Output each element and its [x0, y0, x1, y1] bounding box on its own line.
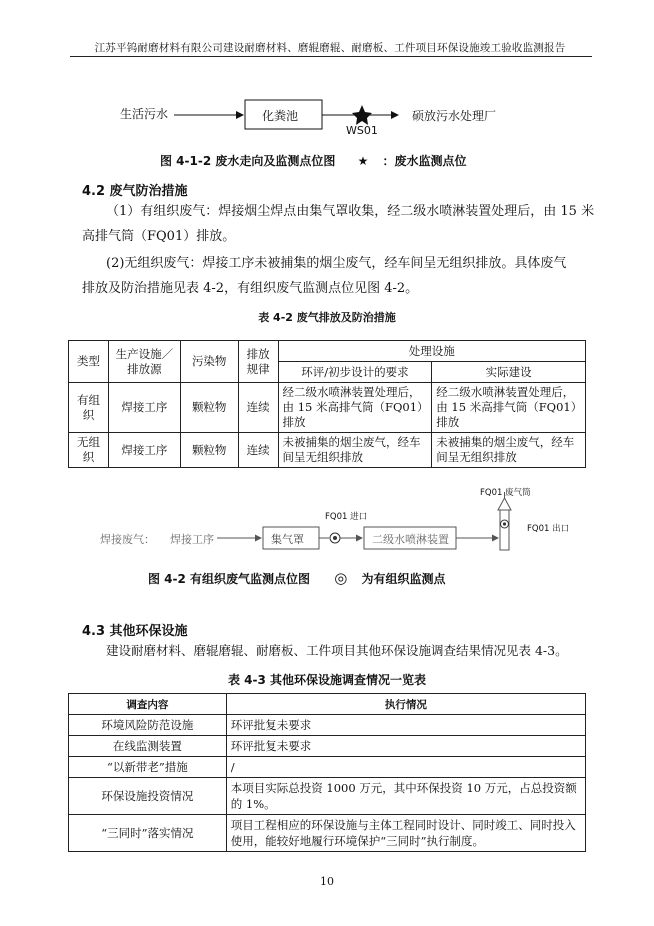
waste-gas-measures-table [68, 340, 586, 468]
table-row: “三同时”落实情况 项目工程相应的环保设施与主体工程同时设计、同时竣工、同时投入使用，能较好地履行环境保护“三同时”执行制度。 [69, 815, 586, 852]
paragraph-fugitive-emission-2: 排放及防治措施见表 4-2，有组织废气监测点位见图 4-2。 [82, 281, 419, 296]
header-actual: 实际建设 [432, 362, 586, 383]
outlet-label: FQ01 出口 [527, 524, 570, 534]
table-row: 环境风险防范设施 环评批复未要求 [69, 715, 586, 736]
flow-destination-label: 硕放污水处理厂 [412, 109, 497, 123]
header-pollutant: 污染物 [180, 341, 238, 383]
waste-gas-flow-diagram [100, 486, 570, 556]
table-4-3-caption: 表 4-3 其他环保设施调查情况一览表 [227, 673, 427, 687]
header-rule [70, 56, 592, 57]
table-4-2-caption: 表 4-2 废气排放及防治措施 [258, 311, 396, 324]
gas-box-spray-label: 二级水喷淋装置 [372, 533, 449, 546]
header-facility: 生产设施／排放源 [108, 341, 180, 383]
table-header-row [69, 694, 586, 715]
exhaust-stack-icon [500, 510, 509, 550]
header-status: 执行情况 [226, 694, 585, 715]
header-treatment: 处理设施 [278, 341, 585, 362]
section-4-2-heading: 4.2 废气防治措施 [82, 184, 188, 199]
figure-4-1-2-caption: 图 4-1-2 废水走向及监测点位图 ★ ：废水监测点位 [160, 154, 467, 168]
paragraph-organized-emission-2: 高排气筒（FQ01）排放。 [82, 229, 236, 244]
inlet-label: FQ01 进口 [325, 512, 368, 522]
header-item: 调查内容 [69, 694, 227, 715]
header-eia: 环评/初步设计的要求 [278, 362, 432, 383]
welding-process-label: 焊接工序 [170, 533, 214, 546]
table-row: “以新带老”措施 / [69, 757, 586, 778]
monitoring-star-icon [352, 105, 372, 125]
paragraph-other-facilities: 建设耐磨材料、磨辊磨辊、耐磨板、工件项目其他环保设施调查结果情况见表 4-3。 [106, 643, 568, 658]
header-rule: 排放规律 [238, 341, 278, 383]
header-type: 类型 [69, 341, 109, 383]
stack-label: FQ01 废气筒 [480, 488, 531, 498]
table-row: 有组织 焊接工序 颗粒物 连续 经二级水喷淋装置处理后，由 15 米高排气筒（FQ01）排放 经二级水喷淋装置处理后，由 15 米高排气筒（FQ01）排放 [69, 383, 586, 433]
figure-4-2-caption: 图 4-2 有组织废气监测点位图 ◎ 为有组织监测点 [148, 569, 446, 587]
other-facilities-table [68, 693, 586, 852]
flow-box-label: 化粪池 [262, 109, 299, 123]
table-header-row [69, 341, 586, 362]
gas-source-label: 焊接废气： [100, 533, 155, 546]
star-icon: ★ [357, 154, 369, 168]
flow-source-label: 生活污水 [120, 107, 169, 121]
table-row: 在线监测装置 环评批复未要求 [69, 736, 586, 757]
table-row: 无组织 焊接工序 颗粒物 连续 未被捕集的烟尘废气，经车间呈无组织排放 未被捕集的烟尘废气，经车间呈无组织排放 [69, 433, 586, 468]
gas-box-hood-label: 集气罩 [271, 533, 304, 546]
page-number: 10 [320, 875, 334, 888]
double-circle-icon: ◎ [334, 569, 348, 587]
monitoring-point-label: WS01 [346, 124, 378, 137]
section-4-3-heading: 4.3 其他环保设施 [82, 624, 188, 639]
paragraph-organized-emission-1: （1）有组织废气：焊接烟尘焊点由集气罩收集，经二级水喷淋装置处理后，由 15 米 [106, 204, 595, 219]
paragraph-fugitive-emission-1: (2)无组织废气：焊接工序未被捕集的烟尘废气，经车间呈无组织排放。具体废气 [106, 256, 567, 271]
report-header: 江苏平钨耐磨材料有限公司建设耐磨材料、磨辊磨辊、耐磨板、工件项目环保设施竣工验收监测报告 [94, 42, 566, 54]
table-row: 环保设施投资情况 本项目实际总投资 1000 万元，其中环保投资 10 万元，占总投资额的 1%。 [69, 778, 586, 815]
wastewater-flow-diagram [100, 96, 560, 138]
